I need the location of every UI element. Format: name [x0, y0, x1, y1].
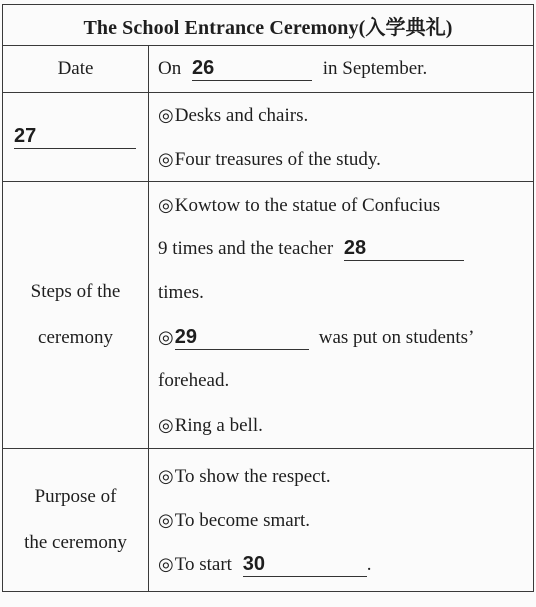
bullet-icon: ◎	[158, 510, 174, 530]
purpose-line3-suffix: .	[366, 554, 372, 575]
purpose-content	[149, 449, 534, 592]
kowtow-line3: times.	[158, 282, 204, 303]
date-row	[3, 46, 534, 93]
item27-line1: Desks and chairs.	[174, 105, 309, 126]
purpose-line1: To show the respect.	[174, 466, 331, 487]
bullet-icon: ◎	[158, 105, 174, 125]
purpose-label-line2: the ceremony	[24, 532, 127, 553]
purpose-label	[3, 449, 149, 592]
item27-line2: Four treasures of the study.	[174, 149, 381, 170]
steps-content	[149, 182, 534, 449]
bullet-icon: ◎	[158, 327, 174, 347]
item27-content	[149, 93, 534, 182]
blank-30-number: 30	[242, 553, 265, 575]
bullet-icon: ◎	[158, 149, 174, 169]
steps-label	[3, 182, 149, 449]
blank-30[interactable]	[243, 553, 367, 577]
steps-row	[3, 182, 534, 449]
table-title: The School Entrance Ceremony(入学典礼)	[3, 5, 534, 46]
ceremony-table	[2, 4, 534, 592]
blank-28-number: 28	[343, 237, 367, 259]
bullet-icon: ◎	[158, 195, 174, 215]
date-label: Date	[3, 46, 149, 93]
blank-28[interactable]	[344, 237, 464, 261]
purpose-line2: To become smart.	[174, 510, 311, 531]
date-prefix: On	[158, 58, 182, 79]
blank-26-number: 26	[191, 57, 215, 79]
steps-label-line1: Steps of the	[30, 281, 121, 302]
steps-label-line2: ceremony	[38, 327, 113, 348]
date-suffix: in September.	[322, 58, 428, 79]
bullet-icon: ◎	[158, 554, 174, 574]
item27-label-cell	[3, 93, 149, 182]
bullet-icon: ◎	[158, 415, 174, 435]
blank-29-number: 29	[174, 326, 197, 348]
purpose-row	[3, 449, 534, 592]
kowtow-line2: 9 times and the teacher	[158, 238, 334, 259]
purpose-line3-prefix: To start	[174, 554, 232, 575]
blank-27-number: 27	[14, 125, 37, 147]
blank-29[interactable]	[175, 326, 309, 350]
purpose-label-line1: Purpose of	[34, 486, 117, 507]
forehead-suffix: was put on students’	[318, 327, 475, 348]
blank-26[interactable]	[192, 57, 312, 81]
forehead-line2: forehead.	[158, 370, 230, 391]
item27-row	[3, 93, 534, 182]
kowtow-line1: Kowtow to the statue of Confucius	[174, 195, 441, 216]
bell-line: Ring a bell.	[174, 415, 263, 436]
title-row	[3, 5, 534, 46]
date-content	[149, 46, 534, 93]
bullet-icon: ◎	[158, 466, 174, 486]
blank-27[interactable]	[14, 125, 136, 149]
